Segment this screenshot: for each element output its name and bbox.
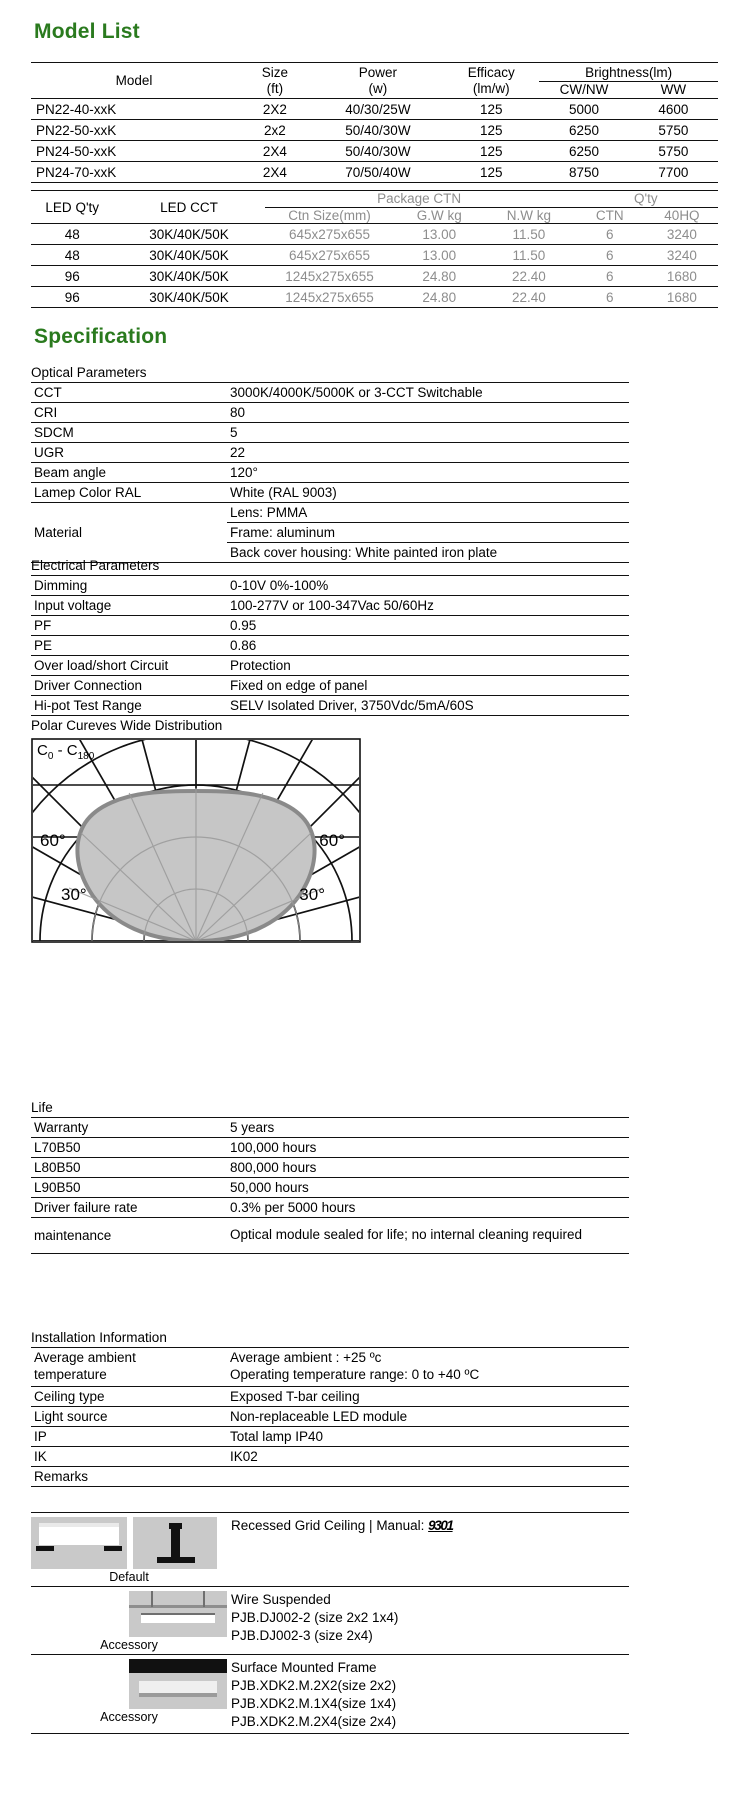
cell-efficacy: 125 [443, 141, 539, 162]
cell-brightness-group [539, 120, 718, 141]
table-row [31, 616, 629, 636]
table-row [31, 99, 718, 120]
recessed-grid-ceiling-thumbnail [31, 1517, 127, 1569]
row-value: 5 years [227, 1118, 629, 1138]
row-value: 3000K/4000K/5000K or 3-CCT Switchable [227, 383, 629, 403]
table-row [31, 245, 718, 266]
cell-led-cct: 30K/40K/50K [113, 245, 264, 266]
table-row [31, 696, 629, 716]
accessory-text-cell [227, 1513, 629, 1587]
cell-led-cct: 30K/40K/50K [113, 224, 264, 245]
table-row [31, 1218, 629, 1254]
cell-nw: 11.50 [512, 226, 546, 242]
accessory-part-number: PJB.DJ002-2 (size 2x2 1x4) [231, 1609, 399, 1625]
cell-led-qty: 96 [31, 266, 113, 287]
cell-cwnw: 8750 [568, 164, 600, 180]
table-row [31, 1466, 629, 1486]
electrical-parameters-block [31, 558, 629, 716]
table-row [31, 656, 629, 676]
life-label: Life [31, 1100, 53, 1115]
header-led-qty [31, 191, 113, 224]
row-value: 100,000 hours [227, 1138, 629, 1158]
accessory-text-cell [227, 1587, 629, 1655]
cell-brightness-group [539, 99, 718, 120]
row-value: Optical module sealed for life; no internal cleaning required [227, 1218, 629, 1254]
cell-40hq: 1680 [666, 268, 697, 284]
angle-label-60-left: 60° [40, 831, 66, 850]
life-block [31, 1100, 629, 1254]
accessory-row [31, 1655, 629, 1734]
cell-led-qty: 96 [31, 287, 113, 308]
row-key: L70B50 [31, 1138, 227, 1158]
accessory-row [31, 1587, 629, 1655]
plane-c0: C [37, 742, 48, 759]
row-value: 0.95 [227, 616, 629, 636]
table-row [31, 1138, 629, 1158]
row-value: Non-replaceable LED module [227, 1406, 629, 1426]
polar-curve-diagram [31, 738, 361, 943]
optical-parameters-label: Optical Parameters [31, 365, 147, 380]
cell-package-group [265, 266, 574, 287]
row-key-temperature [31, 1348, 227, 1387]
header-led-qty-line2: Q'ty [75, 199, 100, 215]
row-value [227, 1466, 629, 1486]
header-power [313, 63, 444, 99]
accessory-thumbnails [31, 1659, 227, 1709]
polar-curve-label: Polar Cureves Wide Distribution [31, 718, 223, 733]
header-brightness-group [539, 63, 718, 99]
row-value: 0.3% per 5000 hours [227, 1198, 629, 1218]
cell-qty-group [574, 245, 718, 266]
header-brightness-ww: WW [660, 81, 687, 97]
row-key: Warranty [31, 1118, 227, 1138]
cell-ctn: 6 [606, 226, 614, 242]
electrical-parameters-table [31, 575, 629, 716]
cell-package-group [265, 224, 574, 245]
row-key: maintenance [31, 1218, 227, 1254]
row-value: Total lamp IP40 [227, 1426, 629, 1446]
table-row [31, 1198, 629, 1218]
row-key: Driver Connection [31, 676, 227, 696]
cell-nw: 22.40 [512, 289, 546, 305]
row-key: Driver failure rate [31, 1198, 227, 1218]
cell-size: 2X4 [237, 162, 313, 183]
row-key: SDCM [31, 423, 227, 443]
table-row [31, 1446, 629, 1466]
cell-gw: 13.00 [422, 226, 457, 242]
cell-led-qty: 48 [31, 245, 113, 266]
header-qty-40hq: 40HQ [664, 208, 700, 223]
row-value: 120° [227, 463, 629, 483]
header-size-line1: Size [261, 65, 288, 80]
header-led-cct-line2: CCT [190, 199, 218, 215]
cell-size: 2x2 [237, 120, 313, 141]
row-key: IP [31, 1426, 227, 1446]
row-value: 80 [227, 403, 629, 423]
row-value: SELV Isolated Driver, 3750Vdc/5mA/60S [227, 696, 629, 716]
cell-ctn-size: 1245x275x655 [285, 268, 374, 284]
header-qty-group [574, 191, 718, 224]
row-key: PE [31, 636, 227, 656]
accessory-caption: Accessory [100, 1638, 158, 1652]
table-row [31, 423, 629, 443]
table-row [31, 1118, 629, 1138]
header-efficacy [443, 63, 539, 99]
accessory-thumbnails [31, 1517, 227, 1569]
angle-label-60-right: 60° [319, 831, 345, 850]
plane-180: 180 [77, 751, 95, 762]
cell-ctn-size: 645x275x655 [288, 226, 371, 242]
cell-ctn-size: 645x275x655 [288, 247, 371, 263]
accessory-image-cell [31, 1655, 227, 1734]
cell-brightness-group [539, 141, 718, 162]
material-value: Frame: aluminum [227, 523, 629, 543]
row-value: 100-277V or 100-347Vac 50/60Hz [227, 596, 629, 616]
table-row [31, 403, 629, 423]
accessory-thumbnails [31, 1591, 227, 1637]
row-value: IK02 [227, 1446, 629, 1466]
specification-heading: Specification [34, 325, 168, 348]
temp-key-line2: temperature [34, 1366, 107, 1382]
row-value: 800,000 hours [227, 1158, 629, 1178]
accessory-part-number: PJB.XDK2.M.2X4(size 2x4) [231, 1713, 397, 1729]
cell-power: 40/30/25W [313, 99, 444, 120]
table-row [31, 383, 629, 403]
cell-package-group [265, 287, 574, 308]
cell-led-qty: 48 [31, 224, 113, 245]
cell-gw: 24.80 [422, 289, 457, 305]
table-row [31, 120, 718, 141]
row-value: Fixed on edge of panel [227, 676, 629, 696]
header-size [237, 63, 313, 99]
cell-cwnw: 6250 [568, 143, 600, 159]
accessory-part-number: PJB.XDK2.M.1X4(size 1x4) [231, 1695, 397, 1711]
table-row [31, 676, 629, 696]
cell-model: PN24-50-xxK [31, 141, 237, 162]
cell-40hq: 3240 [666, 247, 697, 263]
row-key: UGR [31, 443, 227, 463]
cell-cwnw: 5000 [568, 101, 600, 117]
row-key-material: Material [31, 503, 227, 563]
row-key: Dimming [31, 576, 227, 596]
installation-label: Installation Information [31, 1330, 167, 1345]
installation-block [31, 1330, 629, 1487]
table-row [31, 1386, 629, 1406]
row-key: Remarks [31, 1466, 227, 1486]
row-value: 5 [227, 423, 629, 443]
header-brightness: Brightness(lm) [539, 65, 718, 82]
row-key: Light source [31, 1406, 227, 1426]
cell-power: 50/40/30W [313, 120, 444, 141]
accessory-title: Wire Suspended [231, 1592, 331, 1607]
cell-ww: 7700 [658, 164, 689, 180]
row-value: Exposed T-bar ceiling [227, 1386, 629, 1406]
wire-suspended-thumbnail [129, 1591, 227, 1637]
header-power-line1: Power [358, 65, 398, 80]
row-key: Hi-pot Test Range [31, 696, 227, 716]
temp-key-line1: Average ambient [34, 1350, 136, 1365]
cell-efficacy: 125 [443, 162, 539, 183]
cell-package-group [265, 245, 574, 266]
table-row [31, 483, 629, 503]
table-row [31, 162, 718, 183]
cell-cwnw: 6250 [568, 122, 600, 138]
header-package-ctn-group [265, 191, 574, 224]
table-header-row [31, 191, 718, 224]
cell-qty-group [574, 287, 718, 308]
accessory-text-cell [227, 1655, 629, 1734]
angle-label-30-right: 30° [299, 885, 325, 904]
installation-table [31, 1347, 629, 1487]
electrical-parameters-label: Electrical Parameters [31, 558, 160, 573]
temp-value-line2: Operating temperature range: 0 to +40 ºC [230, 1366, 480, 1382]
cell-led-cct: 30K/40K/50K [113, 287, 264, 308]
cell-size: 2X4 [237, 141, 313, 162]
material-value: Lens: PMMA [227, 503, 629, 523]
table-header-row [31, 63, 718, 99]
accessory-caption: Default [109, 1570, 149, 1584]
accessory-image-cell [31, 1587, 227, 1655]
optical-parameters-table [31, 382, 629, 563]
cell-nw: 11.50 [512, 247, 546, 263]
cell-40hq: 1680 [666, 289, 697, 305]
model-list-table [31, 62, 718, 183]
row-key: Input voltage [31, 596, 227, 616]
cell-gw: 13.00 [422, 247, 457, 263]
header-qty-ctn: CTN [595, 208, 624, 223]
header-gw: G.W kg [416, 208, 462, 223]
cell-led-cct: 30K/40K/50K [113, 266, 264, 287]
header-efficacy-line2: (lm/w) [472, 80, 510, 96]
t-bar-thumbnail [133, 1517, 217, 1569]
row-key: L90B50 [31, 1178, 227, 1198]
header-model: Model [31, 63, 237, 99]
cell-ww: 5750 [658, 122, 689, 138]
row-value: 0-10V 0%-100% [227, 576, 629, 596]
accessory-title: Surface Mounted Frame [231, 1660, 377, 1675]
package-table [31, 190, 718, 308]
cell-40hq: 3240 [666, 226, 697, 242]
table-row [31, 141, 718, 162]
header-package-ctn: Package CTN [265, 191, 574, 208]
table-row [31, 463, 629, 483]
accessories-block [31, 1512, 629, 1734]
accessory-image-cell [31, 1513, 227, 1587]
surface-mounted-frame-thumbnail [129, 1659, 227, 1709]
accessories-table [31, 1512, 629, 1734]
cell-ctn: 6 [606, 268, 614, 284]
cell-ww: 5750 [658, 143, 689, 159]
accessory-row [31, 1513, 629, 1587]
cell-ctn-size: 1245x275x655 [285, 289, 374, 305]
cell-model: PN22-40-xxK [31, 99, 237, 120]
angle-label-30-left: 30° [61, 885, 87, 904]
cell-power: 70/50/40W [313, 162, 444, 183]
header-led-cct-line1: LED [160, 199, 187, 215]
polar-curve-block [31, 718, 629, 735]
table-row [31, 596, 629, 616]
table-row-material [31, 503, 629, 523]
accessory-part-number: PJB.XDK2.M.2X2(size 2x2) [231, 1677, 397, 1693]
plane-0: 0 [47, 751, 54, 762]
optical-parameters-block [31, 365, 629, 563]
temp-value-line1: Average ambient : +25 ºc [230, 1350, 382, 1365]
material-value: Back cover housing: White painted iron plate [227, 543, 629, 563]
table-row [31, 1426, 629, 1446]
cell-ctn: 6 [606, 247, 614, 263]
table-row [31, 1158, 629, 1178]
header-ctn-size: Ctn Size(mm) [288, 208, 371, 223]
plane-dash: - [57, 742, 63, 759]
table-row [31, 224, 718, 245]
row-key: Over load/short Circuit [31, 656, 227, 676]
cell-ww: 4600 [658, 101, 689, 117]
accessory-part-number: PJB.DJ002-3 (size 2x4) [231, 1627, 373, 1643]
polar-curve-svg [31, 738, 361, 943]
header-size-line2: (ft) [266, 80, 284, 96]
row-key: PF [31, 616, 227, 636]
manual-link[interactable]: 9301 [428, 1518, 453, 1533]
header-qty: Q'ty [574, 191, 718, 208]
header-nw: N.W kg [506, 208, 552, 223]
cell-ctn: 6 [606, 289, 614, 305]
row-value: 50,000 hours [227, 1178, 629, 1198]
table-row [31, 1406, 629, 1426]
table-row [31, 576, 629, 596]
header-brightness-cwnw: CW/NW [559, 81, 609, 97]
table-row [31, 636, 629, 656]
row-key: CCT [31, 383, 227, 403]
cell-efficacy: 125 [443, 99, 539, 120]
cell-efficacy: 125 [443, 120, 539, 141]
model-list-heading: Model List [34, 20, 140, 43]
row-key: IK [31, 1446, 227, 1466]
cell-brightness-group [539, 162, 718, 183]
cell-model: PN24-70-xxK [31, 162, 237, 183]
cell-gw: 24.80 [422, 268, 457, 284]
cell-nw: 22.40 [512, 268, 546, 284]
header-led-cct [113, 191, 264, 224]
row-key: Lamep Color RAL [31, 483, 227, 503]
row-value-temperature [227, 1348, 629, 1387]
table-row-temperature [31, 1348, 629, 1387]
table-row [31, 1178, 629, 1198]
accessory-title: Recessed Grid Ceiling | Manual: [231, 1518, 425, 1533]
row-key: Beam angle [31, 463, 227, 483]
cell-size: 2X2 [237, 99, 313, 120]
accessory-caption: Accessory [100, 1710, 158, 1724]
cell-power: 50/40/30W [313, 141, 444, 162]
row-key: Ceiling type [31, 1386, 227, 1406]
cell-qty-group [574, 224, 718, 245]
cell-model: PN22-50-xxK [31, 120, 237, 141]
header-power-line2: (w) [368, 80, 388, 96]
plane-c180: C [66, 742, 78, 759]
life-table [31, 1117, 629, 1254]
row-key: L80B50 [31, 1158, 227, 1178]
row-key: CRI [31, 403, 227, 423]
row-value: Protection [227, 656, 629, 676]
row-value: White (RAL 9003) [227, 483, 629, 503]
row-value: 22 [227, 443, 629, 463]
cell-qty-group [574, 266, 718, 287]
row-value: 0.86 [227, 636, 629, 656]
table-row [31, 443, 629, 463]
table-row [31, 266, 718, 287]
header-led-qty-line1: LED [45, 199, 72, 215]
polar-plane-label [37, 742, 94, 762]
table-row [31, 287, 718, 308]
header-efficacy-line1: Efficacy [467, 65, 515, 80]
